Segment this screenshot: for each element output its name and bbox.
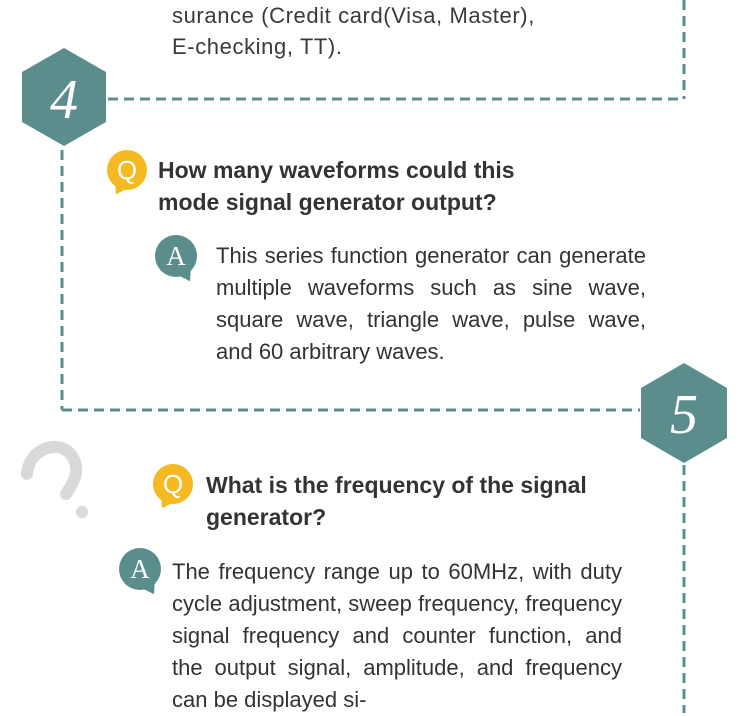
answer-badge-5: A — [119, 548, 161, 590]
section5-question-line2: generator? — [206, 504, 327, 530]
section5-answer: The frequency range up to 60MHz, with duty cycle adjustment, sweep frequency, frequency signal frequency and counter function, and the output signal, amplitude, and frequency can be displayed si- — [172, 559, 622, 712]
section5-question — [206, 469, 646, 533]
section4-question-line2: mode signal generator output? — [158, 189, 497, 215]
section4-answer: This series function generator can generate multiple waveforms such as sine wave, square wave, triangle wave, pulse wave, and 60 arbitrary waves. — [216, 243, 646, 364]
section5-question-line1: What is the frequency of the signal — [206, 472, 587, 498]
section4-question — [158, 154, 628, 218]
question-badge-4: Q — [107, 150, 147, 190]
top-paragraph-line1: surance (Credit card(Visa, Master), — [172, 3, 535, 28]
question-badge-5: Q — [153, 464, 193, 504]
top-paragraph-line2: E-checking, TT). — [172, 34, 343, 59]
answer-badge-4: A — [155, 235, 197, 277]
section4-hexagon — [22, 48, 106, 146]
section4-question-line1: How many waveforms could this — [158, 157, 515, 183]
question-mark-icon — [27, 447, 88, 518]
section5-hexagon — [641, 363, 727, 463]
section5-number: 5 — [670, 384, 698, 446]
section4-number: 4 — [50, 69, 78, 131]
top-paragraph — [172, 0, 642, 62]
